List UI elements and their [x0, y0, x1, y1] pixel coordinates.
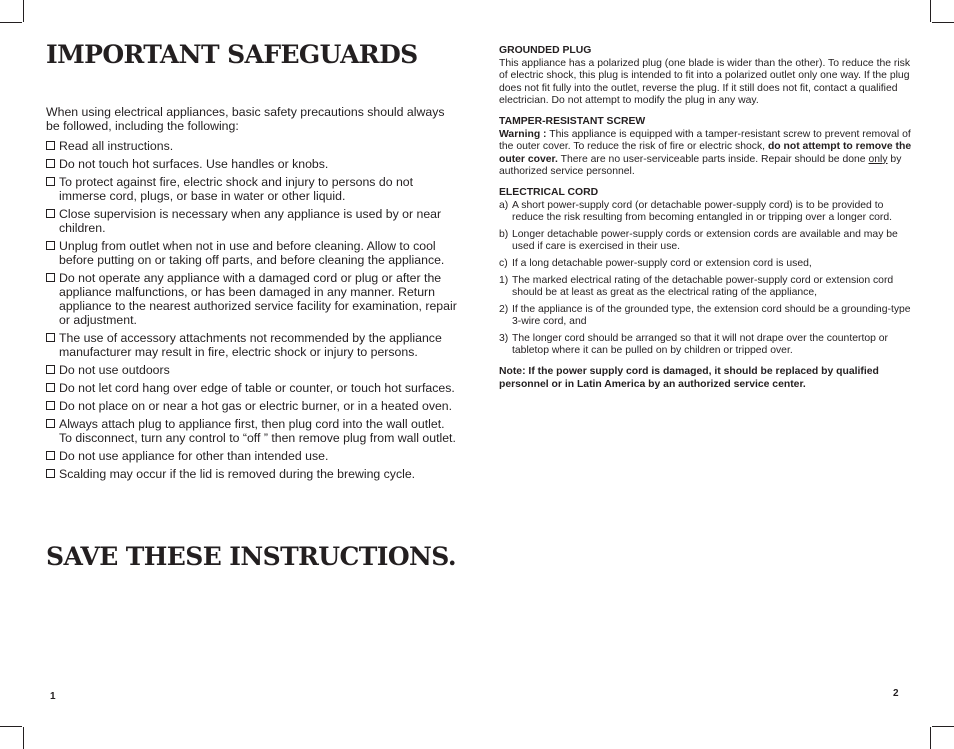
intro-text: When using electrical appliances, basic safety precautions should always be followed, including the following: [46, 105, 445, 133]
warning-label: Warning : [499, 128, 547, 140]
tamper-text-2: There are no user-serviceable parts inside. Repair should be done [557, 153, 869, 165]
safeguard-item-text: Read all instructions. [59, 139, 174, 153]
right-page [499, 45, 913, 391]
safeguard-item [46, 157, 458, 171]
checkbox-icon [46, 241, 55, 250]
cord-item-text: A short power-supply cord (or detachable power-supply cord) is to be provided to reduce the risk resulting from becoming entangled in or tripping over a longer cord. [512, 199, 893, 224]
cord-item-text: The marked electrical rating of the detachable power-supply cord or extension cord should be at least as great as the electrical rating of the appliance, [512, 274, 894, 299]
safeguard-item-text: Close supervision is necessary when any appliance is used by or near children. [59, 207, 442, 235]
tamper-screw-section [499, 116, 913, 179]
safeguard-item-text: Do not place on or near a hot gas or electric burner, or in a heated oven. [59, 399, 453, 413]
crop-mark [932, 22, 954, 23]
electrical-cord-list [499, 200, 913, 359]
checkbox-icon [46, 469, 55, 478]
safeguard-item [46, 399, 458, 413]
safeguard-item-text: Do not use outdoors [59, 363, 170, 377]
cord-item-text: If a long detachable power-supply cord or extension cord is used, [512, 257, 812, 269]
safeguard-item-text: Unplug from outlet when not in use and before cleaning. Allow to cool before putting on or taking off parts, and before cleaning the appliance. [59, 239, 445, 267]
cord-list-item [499, 333, 913, 358]
tamper-text-1: This appliance is equipped with a tamper-resistant screw to prevent removal of the outer cover. To reduce the risk of fire or electric shock, [499, 128, 911, 153]
checkbox-icon [46, 141, 55, 150]
cord-item-label: 2) [499, 303, 509, 315]
cord-list-item [499, 229, 913, 254]
checkbox-icon [46, 333, 55, 342]
crop-mark [0, 726, 22, 727]
grounded-plug-section [499, 45, 913, 108]
safeguard-list [46, 139, 458, 481]
checkbox-icon [46, 383, 55, 392]
cord-list-item [499, 258, 913, 271]
crop-mark [932, 726, 954, 727]
safeguard-item [46, 417, 458, 445]
cord-item-label: 3) [499, 332, 509, 344]
left-page [46, 40, 458, 485]
tamper-underlined: only [868, 153, 888, 165]
cord-list-item [499, 200, 913, 225]
grounded-plug-text: This appliance has a polarized plug (one blade is wider than the other). To reduce the risk of electric shock, this plug is intended to fit into a polarized outlet only one way. If the plug does not fit fully into the outlet, reverse the plug. If it still does not fit, contact a qualified electrician. Do not attempt to modify the plug in any way. [499, 57, 911, 107]
safeguard-item [46, 381, 458, 395]
cord-item-text: If the appliance is of the grounded type, the extension cord should be a grounding-type 3-wire cord, and [512, 303, 911, 328]
safeguard-item [46, 207, 458, 235]
checkbox-icon [46, 401, 55, 410]
cord-item-label: c) [499, 257, 508, 269]
checkbox-icon [46, 177, 55, 186]
safeguard-item-text: The use of accessory attachments not recommended by the appliance manufacturer may result in fire, electric shock or injury to persons. [59, 331, 442, 359]
crop-mark [23, 727, 24, 749]
tamper-screw-title: TAMPER-RESISTANT SCREW [499, 115, 646, 127]
checkbox-icon [46, 273, 55, 282]
grounded-plug-title: GROUNDED PLUG [499, 45, 592, 56]
safeguard-item-text: Do not use appliance for other than intended use. [59, 449, 329, 463]
cord-item-text: Longer detachable power-supply cords or extension cords are available and may be used if care is exercised in their use. [512, 228, 898, 253]
crop-mark [930, 727, 931, 749]
crop-mark [23, 0, 24, 22]
safeguard-item [46, 331, 458, 359]
safeguard-item-text: Do not operate any appliance with a damaged cord or plug or after the appliance malfunctions, or has been damaged in any manner. Return appliance to the nearest authorized service facility for examination, repair or adjustment. [59, 271, 457, 327]
checkbox-icon [46, 451, 55, 460]
safeguard-item [46, 271, 458, 327]
safeguard-item [46, 363, 458, 377]
cord-item-label: b) [499, 228, 509, 240]
safeguard-item-text: To protect against fire, electric shock and injury to persons do not immerse cord, plugs, or base in water or other liquid. [59, 175, 414, 203]
cord-item-label: a) [499, 199, 509, 211]
crop-mark [0, 22, 22, 23]
page-number-left: 1 [50, 691, 56, 702]
crop-mark [930, 0, 931, 22]
checkbox-icon [46, 419, 55, 428]
tamper-text-3: by authorized service personnel. [499, 153, 902, 178]
safeguards-heading: IMPORTANT SAFEGUARDS [46, 40, 418, 69]
checkbox-icon [46, 209, 55, 218]
checkbox-icon [46, 365, 55, 374]
cord-item-text: The longer cord should be arranged so that it will not drape over the countertop or tabletop where it can be pulled on by children or tripped over. [512, 332, 889, 357]
safeguard-item [46, 175, 458, 203]
electrical-cord-section [499, 187, 913, 358]
safeguard-item [46, 139, 458, 153]
cord-note: Note: If the power supply cord is damaged, it should be replaced by qualified personnel or in Latin America by an authorized service center. [499, 366, 879, 390]
safeguard-item [46, 449, 458, 463]
cord-item-label: 1) [499, 274, 509, 286]
safeguard-item-text: Do not touch hot surfaces. Use handles or knobs. [59, 157, 329, 171]
page-number-right: 2 [893, 688, 899, 699]
tamper-bold-text: do not attempt to remove the outer cover. [499, 141, 912, 165]
safeguard-item-text: Scalding may occur if the lid is removed during the brewing cycle. [59, 467, 416, 481]
checkbox-icon [46, 159, 55, 168]
cord-list-item [499, 304, 913, 329]
safeguard-item-text: Do not let cord hang over edge of table or counter, or touch hot surfaces. [59, 381, 455, 395]
cord-list-item [499, 275, 913, 300]
safeguard-item-text: Always attach plug to appliance first, then plug cord into the wall outlet. To disconnect, turn any control to “off ” then remove plug from wall outlet. [59, 417, 456, 445]
save-instructions-heading: SAVE THESE INSTRUCTIONS. [46, 542, 456, 571]
safeguard-item [46, 239, 458, 267]
electrical-cord-title: ELECTRICAL CORD [499, 186, 599, 198]
tamper-screw-text [499, 129, 913, 179]
safeguard-item [46, 467, 458, 481]
